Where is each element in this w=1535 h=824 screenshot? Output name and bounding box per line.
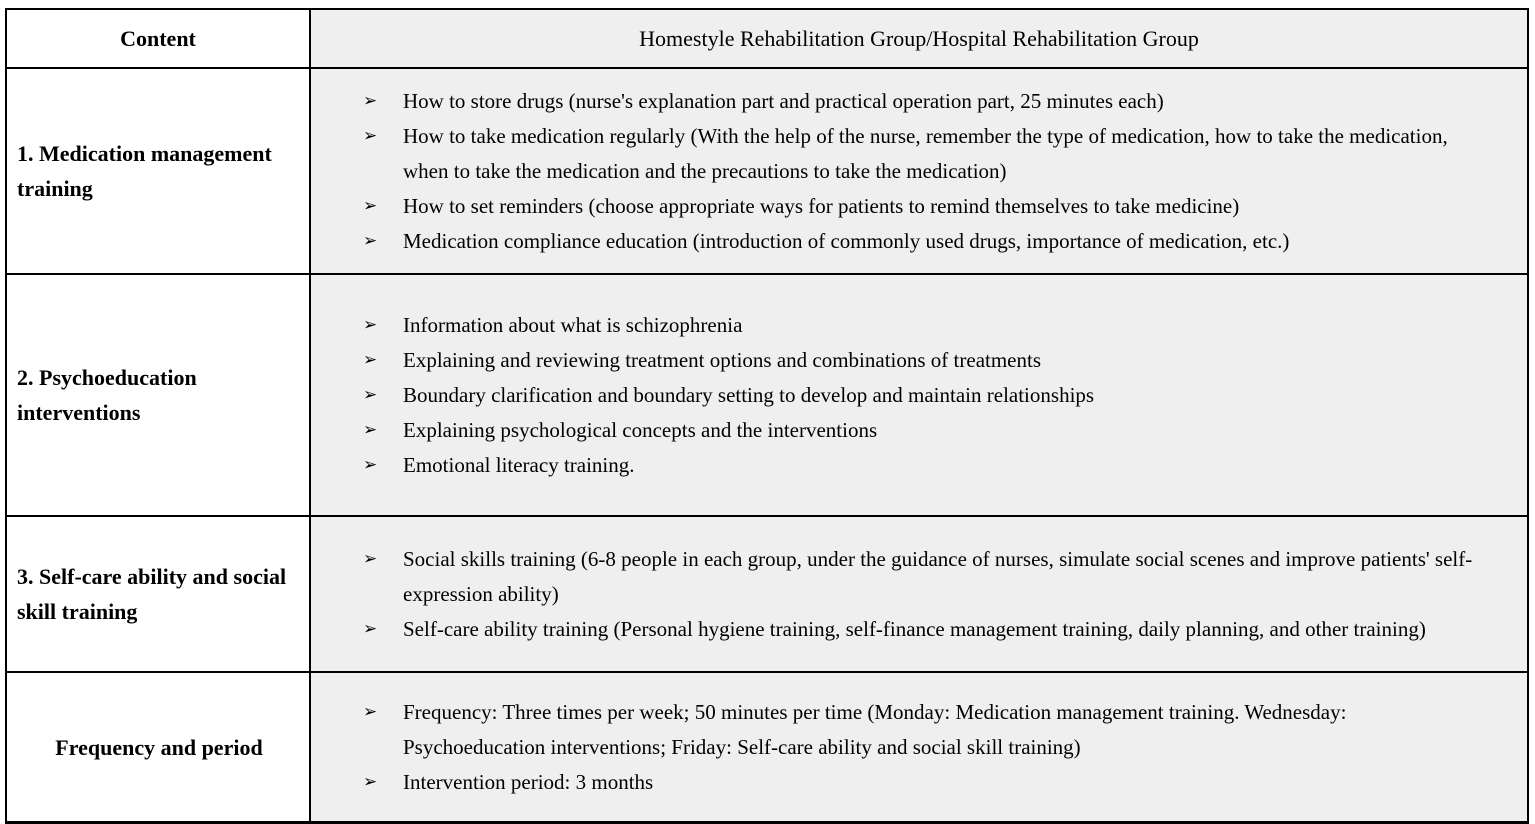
row-content-cell-medication (311, 69, 1527, 273)
intervention-content-table (5, 8, 1529, 824)
right-arrowhead-bullet-icon: ➢ (363, 230, 378, 251)
bullet-text: How to take medication regularly (With the help of the nurse, remember the type of medication, how to take the medication, when to take the medication and the precautions to take the medication) (403, 123, 1448, 183)
bullet-text: Medication compliance education (introduction of commonly used drugs, importance of medication, etc.) (403, 228, 1290, 253)
bullet-text: Information about what is schizophrenia (403, 312, 743, 337)
row-label: Frequency and period (55, 734, 263, 760)
bullet-item (363, 542, 1487, 612)
bullet-text: Social skills training (6-8 people in each group, under the guidance of nurses, simulate social scenes and improve patients' self-expression ability) (403, 546, 1473, 606)
table-row (7, 67, 1527, 273)
row-label-cell-medication (7, 69, 311, 273)
bullet-item (363, 308, 1487, 343)
table-row (7, 671, 1527, 821)
bullet-item (363, 765, 1487, 800)
right-arrowhead-bullet-icon: ➢ (363, 419, 378, 440)
bullet-text: Boundary clarification and boundary setting to develop and maintain relationships (403, 382, 1095, 407)
right-arrowhead-bullet-icon: ➢ (363, 548, 378, 569)
header-cell-groups (311, 10, 1527, 67)
right-arrowhead-bullet-icon: ➢ (363, 125, 378, 146)
row-content-cell-psychoeducation (311, 275, 1527, 515)
bullet-text: Self-care ability training (Personal hygiene training, self-finance management training, daily planning, and other training) (403, 616, 1426, 641)
row-label: 1. Medication management training (17, 141, 272, 201)
bullet-text: How to set reminders (choose appropriate ways for patients to remind themselves to take medicine) (403, 193, 1240, 218)
table-row (7, 273, 1527, 515)
bullet-list (363, 695, 1487, 800)
row-label: 3. Self-care ability and social skill training (17, 564, 287, 624)
row-label: 2. Psychoeducation interventions (17, 365, 197, 425)
bullet-item (363, 448, 1487, 483)
bullet-item (363, 84, 1487, 119)
right-arrowhead-bullet-icon: ➢ (363, 90, 378, 111)
header-label-groups: Homestyle Rehabilitation Group/Hospital Rehabilitation Group (639, 25, 1199, 51)
bullet-text: Frequency: Three times per week; 50 minutes per time (Monday: Medication management training. Wednesday: Psychoeducation interventions; Friday: Self-care ability and social skill training) (403, 699, 1347, 759)
right-arrowhead-bullet-icon: ➢ (363, 349, 378, 370)
header-label-content: Content (120, 25, 196, 51)
bullet-list (363, 308, 1487, 483)
row-label-cell-selfcare (7, 517, 311, 671)
bullet-text: Emotional literacy training. (403, 452, 635, 477)
bullet-list (363, 84, 1487, 259)
bullet-item (363, 612, 1487, 647)
bullet-item (363, 343, 1487, 378)
right-arrowhead-bullet-icon: ➢ (363, 771, 378, 792)
right-arrowhead-bullet-icon: ➢ (363, 384, 378, 405)
right-arrowhead-bullet-icon: ➢ (363, 618, 378, 639)
bullet-item (363, 695, 1487, 765)
bullet-text: Intervention period: 3 months (403, 769, 654, 794)
table-header-row (7, 10, 1527, 67)
bullet-text: Explaining psychological concepts and the interventions (403, 417, 878, 442)
right-arrowhead-bullet-icon: ➢ (363, 314, 378, 335)
bullet-item (363, 189, 1487, 224)
right-arrowhead-bullet-icon: ➢ (363, 454, 378, 475)
row-content-cell-frequency (311, 673, 1527, 821)
row-label-cell-frequency (7, 673, 311, 821)
table-row (7, 515, 1527, 671)
bullet-list (363, 542, 1487, 647)
right-arrowhead-bullet-icon: ➢ (363, 195, 378, 216)
row-content-cell-selfcare (311, 517, 1527, 671)
bullet-item (363, 413, 1487, 448)
bullet-item (363, 224, 1487, 259)
row-label-cell-psychoeducation (7, 275, 311, 515)
right-arrowhead-bullet-icon: ➢ (363, 701, 378, 722)
bullet-text: How to store drugs (nurse's explanation part and practical operation part, 25 minutes each) (403, 88, 1164, 113)
bullet-item (363, 378, 1487, 413)
header-cell-content (7, 10, 311, 67)
bullet-text: Explaining and reviewing treatment options and combinations of treatments (403, 347, 1042, 372)
bullet-item (363, 119, 1487, 189)
